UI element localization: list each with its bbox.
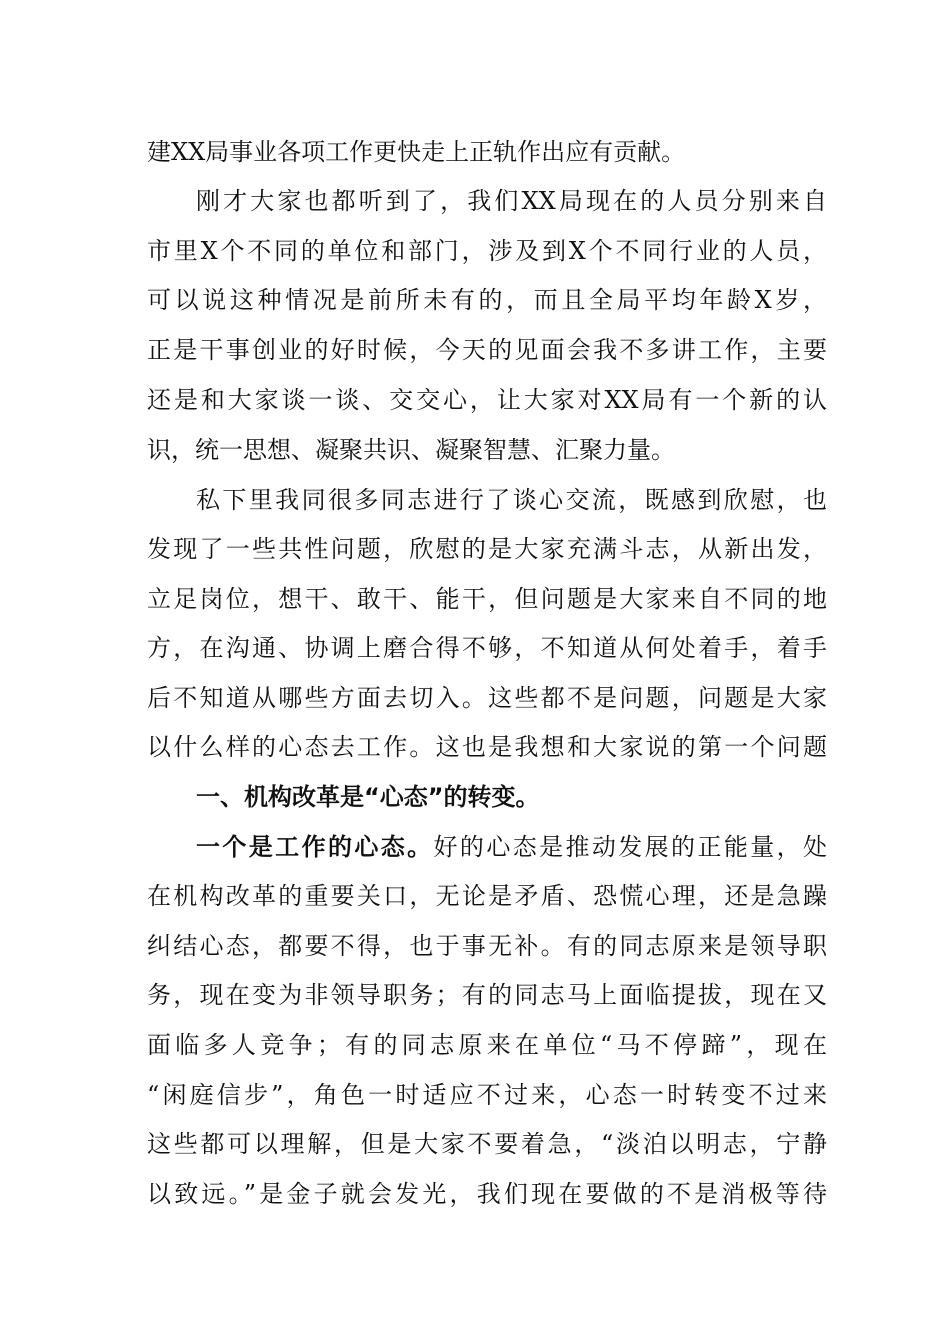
paragraph-3-line-5: 面临多人竞争；有的同志原来在单位“马不停蹄”，现在: [147, 1031, 827, 1059]
paragraph-2-line-1: 私下里我同很多同志进行了谈心交流，既感到欣慰，也: [196, 486, 827, 514]
paragraph-1-line-1: 刚才大家也都听到了，我们XX局现在的人员分别来自: [196, 187, 827, 215]
paragraph-3-lead: 一个是工作的心态。: [196, 833, 434, 861]
paragraph-1-line-5: 还是和大家谈一谈、交交心，让大家对XX局有一个新的认: [147, 386, 827, 414]
paragraph-3-line-7: 这些都可以理解，但是大家不要着急，“淡泊以明志，宁静: [147, 1130, 827, 1158]
paragraph-3-line-4: 务，现在变为非领导职务；有的同志马上面临提拔，现在又: [147, 981, 827, 1009]
paragraph-2-line-4: 方，在沟通、协调上磨合得不够，不知道从何处着手，着手: [147, 634, 827, 662]
paragraph-0-line-1: 建XX局事业各项工作更快走上正轨作出应有贡献。: [147, 138, 686, 166]
paragraph-3-line-3: 纠结心态，都要不得，也于事无补。有的同志原来是领导职: [147, 932, 827, 960]
paragraph-1-line-2: 市里X个不同的单位和部门，涉及到X个不同行业的人员，: [147, 237, 827, 265]
paragraph-2-line-3: 立足岗位，想干、敢干、能干，但问题是大家来自不同的地: [147, 585, 827, 613]
paragraph-1-line-3: 可以说这种情况是前所未有的，而且全局平均年龄X岁，: [147, 286, 827, 314]
section-heading-1: 一、机构改革是“心态”的转变。: [196, 783, 540, 811]
paragraph-3-line-1-rest: 好的心态是推动发展的正能量，处: [433, 833, 828, 861]
paragraph-1-line-6: 识，统一思想、凝聚共识、凝聚智慧、汇聚力量。: [147, 436, 675, 464]
paragraph-3-line-6: “闲庭信步”，角色一时适应不过来，心态一时转变不过来: [147, 1081, 827, 1109]
paragraph-2-line-6: 以什么样的心态去工作。这也是我想和大家说的第一个问题: [147, 733, 827, 761]
paragraph-3-line-8: 以致远。”是金子就会发光，我们现在要做的不是消极等待: [147, 1180, 827, 1208]
paragraph-1-line-4: 正是干事创业的好时候，今天的见面会我不多讲工作，主要: [147, 336, 827, 364]
paragraph-2-line-2: 发现了一些共性问题，欣慰的是大家充满斗志，从新出发，: [147, 535, 827, 563]
paragraph-2-line-5: 后不知道从哪些方面去切入。这些都不是问题，问题是大家: [147, 684, 827, 712]
paragraph-3-line-2: 在机构改革的重要关口，无论是矛盾、恐慌心理，还是急躁: [147, 882, 827, 910]
paragraph-3-line-1: [196, 822, 827, 872]
